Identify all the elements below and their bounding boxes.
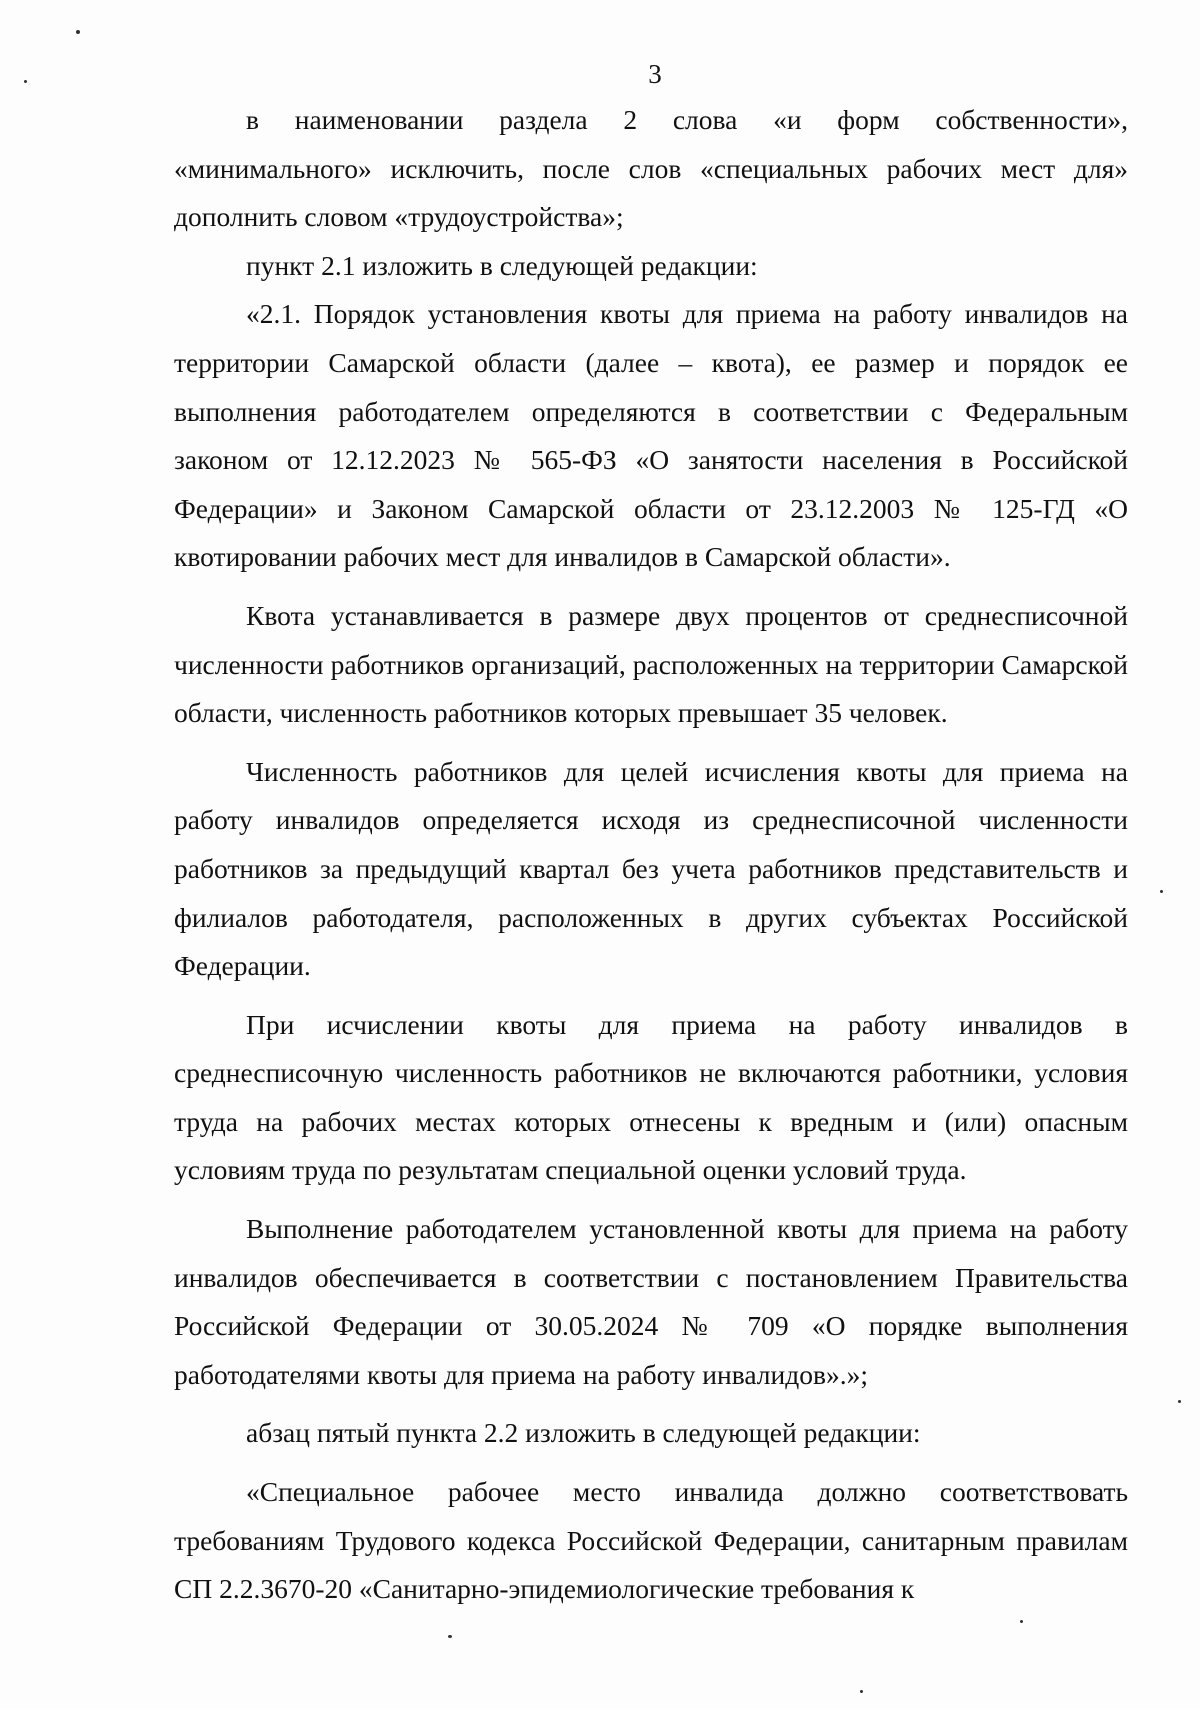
scan-speck [24,80,27,83]
scan-speck [860,1690,863,1693]
scan-speck [76,30,80,34]
scan-speck [1020,1620,1023,1623]
document-body [174,96,1128,1614]
scan-speck [1160,890,1163,893]
paragraph-item-2-2-intro: абзац пятый пункта 2.2 изложить в следующей редакции: [246,1417,921,1449]
paragraph-section-2-title-amendment: в наименовании раздела 2 слова «и форм собственности», «минимального» исключить, после слов «специальных рабочих мест для» дополнить словом «трудоустройства»; [174,104,1128,233]
paragraph-special-workplace: «Специальное рабочее место инвалида должно соответствовать требованиям Трудового кодекса Российской Федерации, санитарным правилам СП 2.2.3670-20 «Санитарно-эпидемиологические требования к [174,1476,1128,1605]
paragraph-item-2-1-intro: пункт 2.1 изложить в следующей редакции: [246,249,758,281]
paragraph-quota-size: Квота устанавливается в размере двух процентов от среднесписочной численности работников организаций, расположенных на территории Самарской области, численность работников которых превышает 35 человек. [174,599,1128,729]
page-number: 3 [648,59,662,89]
scan-speck [448,1635,452,1638]
paragraph-exclusions: При исчислении квоты для приема на работу инвалидов в среднесписочную численность работников не включаются работники, условия труда на рабочих местах которых отнесены к вредным и (или) опасным условиям труда по результатам специальной оценки условий труда. [174,1008,1128,1186]
scan-speck [1178,1400,1181,1403]
paragraph-quota-fulfilment: Выполнение работодателем установленной квоты для приема на работу инвалидов обеспечивается в соответствии с постановлением Правительства Российской Федерации от 30.05.2024 № 709 «О порядке выполнения работодателями квоты для приема на работу инвалидов».»; [174,1213,1128,1390]
paragraph-item-2-1-text: «2.1. Порядок установления квоты для приема на работу инвалидов на территории Самарской области (далее – квота), ее размер и порядок ее выполнения работодателем определяются в соответствии с Федеральным законом от 12.12.2023 № 565-ФЗ «О занятости населения в Российской Федерации» и Законом Самарской области от 23.12.2003 № 125-ГД «О квотировании рабочих мест для инвалидов в Самарской области». [174,298,1128,573]
paragraph-headcount-calculation: Численность работников для целей исчисления квоты для приема на работу инвалидов определяется исходя из среднесписочной численности работников за предыдущий квартал без учета работников представительств и филиалов работодателя, расположенных в других субъектах Российской Федерации. [174,755,1128,982]
